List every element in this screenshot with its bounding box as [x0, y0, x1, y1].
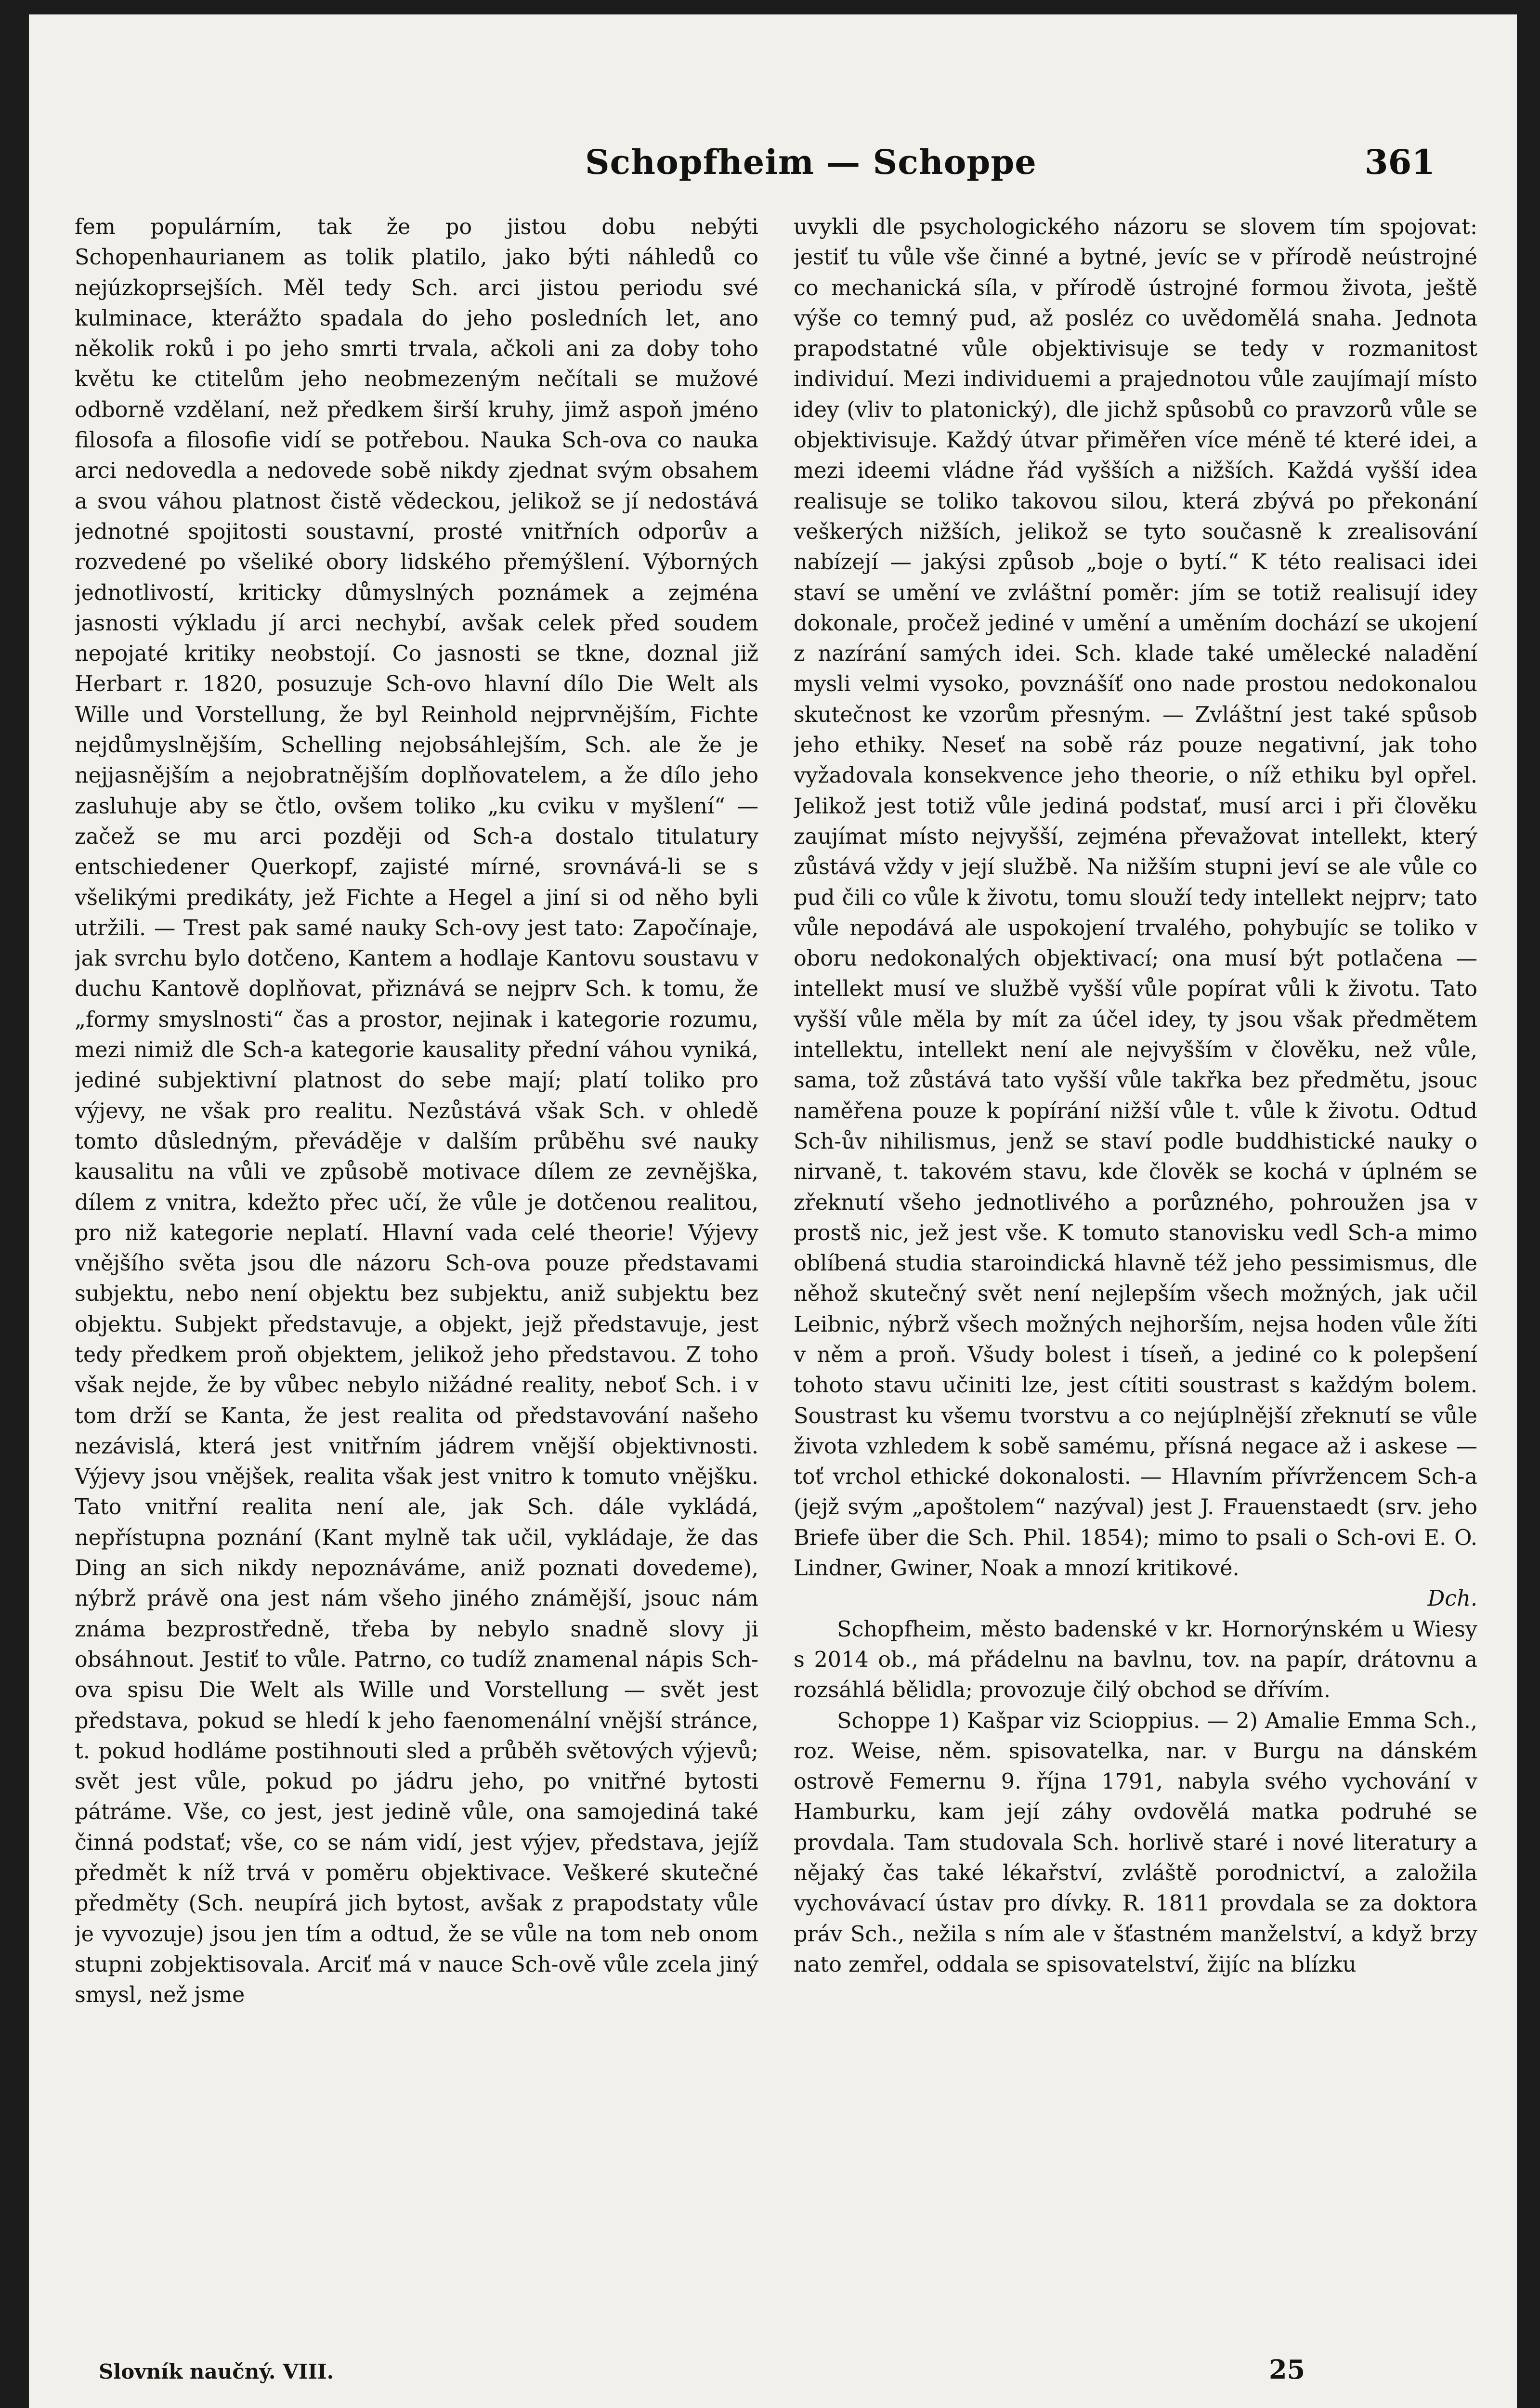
- dictionary-page: [29, 14, 1517, 2408]
- author-signature: Dch.: [1427, 1586, 1477, 1611]
- article-text-right: uvykli dle psychologického názoru se slovem tím spojovat: jestiť tu vůle vše činné a bytné, jevíc se v přírodě neústrojné co mechanická síla, v přírodě ústrojné formou života, ještě výše co temný pud, až posléz co uvědomělá snaha. Jednota prapodstatné vůle objektivisuje se tedy v rozmanitost individuí. Mezi individuemi a prajednotou vůle zaujímají místo idey (vliv to platonický), dle jichž spůsobů co pravzorů vůle se objektivisuje. Každý útvar přiměřen více méně té které idei, a mezi ideemi vládne řád vyšších a nižších. Každá vyšší idea realisuje se toliko takovou silou, která zbývá po překonání veškerých nižších, jelikož se tyto současně k zrealisování nabízejí — jakýsi způsob „boje o bytí.“ K této realisaci idei staví se umění ve zvláštní poměr: jím se totiž realisují idey dokonale, pročež jediné v umění a uměním dochází se ukojení z nazírání samých idei. Sch. klade také umělecké naladění mysli velmi vysoko, povznášíť ono nade prostou nedokonalou skutečnost ke vzorům přesným. — Zvláštní jest také spůsob jeho ethiky. Neseť na sobě ráz pouze negativní, jak toho vyžadovala konsekvence jeho theorie, o níž ethiku byl opřel. Jelikož jest totiž vůle jediná podstať, musí arci i při člověku zaujímat místo nejvyšší, zejména převažovat intellekt, který zůstává vždy v její službě. Na nižším stupni jeví se ale vůle co pud čili co vůle k životu, tomu slouží tedy intellekt nejprv; tato vůle nepodává ale uspokojení trvalého, pohybujíc se toliko v oboru nedokonalých objektivací; ona musí být potlačena — intellekt musí ve službě vyšší vůle popírat vůli k životu. Tato vyšší vůle měla by mít za účel idey, ty jsou však předmětem intellektu, intellekt není ale nejvyšším v člověku, než vůle, sama, tož zůstává tato vyšší vůle takřka bez předmětu, jsouc naměřena pouze k popírání nižší vůle t. vůle k životu. Odtud Sch-ův nihilismus, jenž se staví podle buddhistické nauky o nirvaně, t. takovém stavu, kde člověk se kochá v úplném se zřeknutí všeho jednotlivého a porůzného, pohroužen jsa v prostš nic, jež jest vše. K tomuto stanovisku vedl Sch-a mimo oblíbená studia staroindická hlavně též jeho pessimismus, dle něhož skutečný svět není nejlepším všech možných, jak učil Leibnic, nýbrž všech možných nejhorším, nejsa hoden vůle žíti v něm a proň. Všudy bolest i tíseň, a jediné co k polepšení tohoto stavu učiniti lze, jest cítiti soustrast s každým bolem. Soustrast ku všemu tvorstvu a co nejúplnější zřeknutí se vůle života vzhledem k sobě samému, přísná negace až i askese — toť vrchol ethické dokonalosti. — Hlavním přívržencem Sch-a (jejž svým „apoštolem“ nazýval) jest J. Frauenstaedt (srv. jeho Briefe über die Sch. Phil. 1854); mimo to psali o Sch-ovi E. O. Lindner, Gwiner, Noak a mnozí kritikové.: [794, 215, 1477, 1581]
- entry-schoppe: Schoppe 1) Kašpar viz Scioppius. — 2) Amalie Emma Sch., roz. Weise, něm. spisovatelka, nar. v Burgu na dánském ostrově Femernu 9. října 1791, nabyla svého vychování v Hamburku, kam její záhy ovdovělá matka podruhé se provdala. Tam studovala Sch. horlivě staré i nové literatury a nějaký čas také lékařství, zvláště porodnictví, a založila vychovávací ústav pro dívky. R. 1811 provdala se za doktora práv Sch., nežila s ním ale v šťastném manželství, a když brzy nato zemřel, oddala se spisovatelství, žijíc na blízku: [794, 1708, 1477, 1977]
- left-column: [75, 212, 758, 2350]
- footer-signature-mark: 25: [1269, 2354, 1305, 2385]
- footer-publication: Slovník naučný. VIII.: [99, 2360, 334, 2383]
- article-text-left: fem populárním, tak že po jistou dobu nebýti Schopenhaurianem as tolik platilo, jako býti náhledů co nejúzkoprsejších. Měl tedy Sch. arci jistou periodu své kulminace, kterážto spadala do jeho posledních let, ano několik roků i po jeho smrti trvala, ačkoli ani za doby toho květu ke ctitelům jeho neobmezeným nečítali se mužové odborně vzdělaní, než předkem širší kruhy, jimž aspoň jméno filosofa a filosofie vidí se potřebou. Nauka Sch-ova co nauka arci nedovedla a nedovede sobě nikdy zjednat svým obsahem a svou váhou platnost čistě vědeckou, jelikož se jí nedostává jednotné spojitosti soustavní, prosté vnitřních odporův a rozvedené po všeliké obory lidského přemýšlení. Výborných jednotlivostí, kriticky důmyslných poznámek a zejména jasnosti výkladu jí arci nechybí, avšak celek před soudem nepojaté kritiky neobstojí. Co jasnosti se tkne, doznal již Herbart r. 1820, posuzuje Sch-ovo hlavní dílo Die Welt als Wille und Vorstellung, že byl Reinhold nejprvnějším, Fichte nejdůmyslnějším, Schelling nejobsáhlejším, Sch. ale že je nejjasnějším a nejobratnějším doplňovatelem, a že dílo jeho zasluhuje aby se čtlo, ovšem toliko „ku cviku v myšlení“ — začež se mu arci později od Sch-a dostalo titulatury entschiedener Querkopf, zajisté mírné, srovnává-li se s všelikými predikáty, jež Fichte a Hegel a jiní si od něho byli utržili. — Trest pak samé nauky Sch-ovy jest tato: Započínaje, jak svrchu bylo dotčeno, Kantem a hodlaje Kantovu soustavu v duchu Kantově doplňovat, přiznává se nejprv Sch. k tomu, že „formy smyslnosti“ čas a prostor, nejinak i kategorie rozumu, mezi nimiž dle Sch-a kategorie kausality přední váhou vyniká, jediné subjektivní platnost do sebe mají; platí toliko pro výjevy, ne však pro realitu. Nezůstává však Sch. v ohledě tomto důsledným, převáděje v dalším průběhu své nauky kausalitu na vůli ve způsobě motivace dílem ze zevnějška, dílem z vnitra, kdežto přec učí, že vůle je dotčenou realitou, pro niž kategorie neplatí. Hlavní vada celé theorie! Výjevy vnějšího světa jsou dle názoru Sch-ova pouze představami subjektu, nebo není objektu bez subjektu, aniž subjektu bez objektu. Subjekt představuje, a objekt, jejž představuje, jest tedy předkem proň objektem, jelikož jeho představou. Z toho však nejde, že by vůbec nebylo nižádné reality, neboť Sch. i v tom drží se Kanta, že jest realita od představování našeho nezávislá, která jest vnitřním jádrem vnější objektivnosti. Výjevy jsou vnějšek, realita však jest vnitro k tomuto vnějšku. Tato vnitřní realita není ale, jak Sch. dále vykládá, nepřístupna poznání (Kant mylně tak učil, vykládaje, že das Ding an sich nikdy nepoznáváme, aniž poznati dovedeme), nýbrž právě ona jest nám všeho jiného známější, jsouc nám známa bezprostředně, třeba by nebylo snadně slovy ji obsáhnout. Jestiť to vůle. Patrno, co tudíž znamenal nápis Sch-ova spisu Die Welt als Wille und Vorstellung — svět jest představa, pokud se hledí k jeho faenomenální vnější stránce, t. pokud hodláme postihnouti sled a průběh světových výjevů; svět jest vůle, pokud po jádru jeho, po vnitřné bytosti pátráme. Vše, co jest, jest jedině vůle, ona samojediná také činná podstať; vše, co se nám vidí, jest výjev, představa, jejíž předmět k níž trvá v poměru objektivace. Veškeré skutečné předměty (Sch. neupírá jich bytost, avšak z prapodstaty vůle je vyvozuje) jsou jen tím a odtud, že se vůle na tom neb onom stupni zobjektisovala. Arciť má v nauce Sch-ově vůle zcela jiný smysl, než jsme: [75, 215, 758, 2008]
- entry-schopfheim: Schopfheim, město badenské v kr. Hornorýnském u Wiesy s 2014 ob., má přádelnu na bavlnu, tov. na papír, drátovnu a rozsáhlá bělidla; provozuje čilý obchod se dřívím.: [794, 1617, 1477, 1703]
- right-column: [794, 212, 1477, 2350]
- page-header: [585, 137, 1435, 195]
- running-title: Schopfheim — Schoppe: [585, 142, 1037, 182]
- page-number: 361: [1364, 142, 1435, 182]
